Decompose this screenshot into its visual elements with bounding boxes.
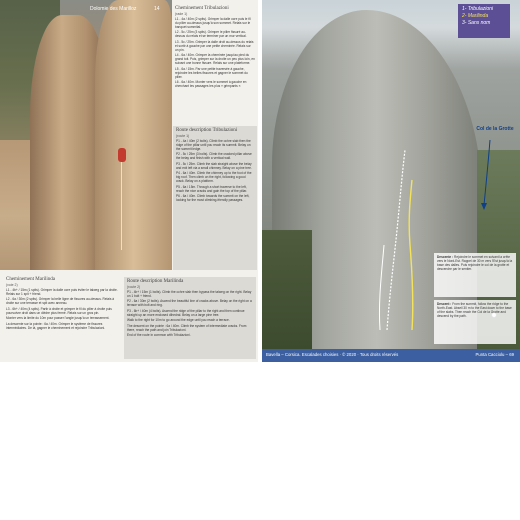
pitch-text: The descent on the pointe : 6a / 40m. Climb the system of intermediate cracks. From there, reach the path and join Tribulazioni. [127,323,247,332]
pitch-text: P3 - 6b+ / 40m (4 bolts). Ascend the ridge of the pillar to the right and then continue straight up an more enclosed dihedral. Belay on a large pine tree. [127,308,245,317]
left-page [0,0,258,362]
section-subtitle: (rade 1) [175,11,188,16]
pitch-text: L1 - 4a / 40m (2 spits). Grimper la dalle ocre puis le fil du pilier au-dessus jusqu'à son sommet. Relais sur le banquet sommital. [175,16,251,29]
left-page-number: 14 [154,6,160,12]
section-title: Cheminement Marilinda [6,277,56,282]
footer-page-ref: Punta Cacciolu – 69 [475,352,514,357]
route-lines [262,0,520,350]
pitch-text: P1 - 4b+ / 15m (1 bolts). Climb the ochre slab then bypass the talweg on the right. Belay on 1 bolt + friend. [127,289,252,298]
climber-photo [0,0,172,270]
descent-fr-box [434,253,516,297]
pitch-text: L5 - 6a / 15m. Par une petite traversée à gauche, rejoindre les belles fissures et gagner le sommet du pilier. [175,66,248,79]
col-arrow [484,140,490,205]
climber-figure [118,148,126,162]
pitch-text: L2 - 6a / 30m (2 spits). Grimper la belle ligne de fissures au-dessus. Relais à droite sur une terrasse et spit avec anneau. [6,297,115,305]
pitch-text: Walk to the right for 10m to go around the edge until you reach a terrace. [127,318,230,322]
route-line-marilinda [409,180,413,330]
descent-text: From the summit, follow the ridge to the North-East. Abseil 30 m to the East down to the base of the slabs. Then reach the Col de la Grotte and descend by the path. [437,302,512,318]
descent-title: Descente : [437,255,454,259]
col-label: Col de la Grotte [476,126,514,132]
descent-text: Rejoindre le sommet en suivant la crête vers le Nord-Est. Rappel de 30 m vers l'Est jusqu'à la base des dalles. Puis rejoindre le col de la grotte et descendre par le sentier. [437,255,513,271]
pitch-text: La descente sur la pointe : 6a / 40m. Grimper le système de fissures intermédiaires. De là, gagner le cheminement et rejoindre Tribulazioni. [6,321,106,330]
pitch-text: L3 - 6b+ / 40m (4 spits). Partir à droite et grimper le fil du pilier à droite puis poursuivre droit dans un dièdre plus fermé. Relais sur un gros pin. [6,306,112,315]
pitch-text: P2 - 6a / 30m (2 bolts). Ascend the beautiful line of cracks above. Belay on the right on a terrace with bolt and ring. [127,299,252,307]
section-tribulazioni-fr [175,6,255,90]
pitch-text: L3 - 5c / 25m. Grimper la dalle droit au-dessus du relais et sortir à gauche par une petite cheminée. Relais sur un pin. [175,39,254,52]
pitch-text: P5 - 6a / 15m. Through a short traverse to the left, reach the nice cracks and gain the top of the pillar. [176,184,248,193]
pitch-text: Monter vers la limite du 10m pour passer l'angle jusqu'à un terrassement. [6,316,110,320]
rope-line [121,160,122,250]
legend-item-2: 2- Marilinda [462,13,489,19]
route-line-tribulazioni [387,150,405,330]
page-footer [262,349,520,362]
section-marilinda-en [124,277,256,359]
pitch-text: L2 - 5c / 25m (3 spits). Grimper le pilier fissuré au-dessus du relais et se terminer par un mur vertical. [175,30,247,38]
pitch-text: End of the route in common with Tribulazioni. [127,333,191,337]
right-page [262,0,520,362]
section-tribulazioni-en [173,126,257,270]
cliff-photo [262,0,520,350]
footer-credit: Bavella – Corsica. Escalades choisies · © 2020 · Tous droits réservés [266,352,399,357]
descent-title: Descent : [437,302,452,306]
descent-en-box [434,300,516,344]
running-header: Dolomie des Marilloz [90,6,137,12]
pitch-text: L4 - 6a / 40m. Grimper la cheminée jusqu'au pied du grand toit. Puis, grimper sur la droite un peu plus loin, en suivant une bonne fissure. Relais sur une plateforme. [175,53,255,65]
pitch-text: L1 - 4b+ / 15m (1 spits). Grimper la dalle ocre puis éviter le talweg par la droite. Relais sur 1 spit + friend. [6,287,118,296]
legend-item-1: 1- Tribulazioni [462,6,494,12]
pitch-text: L6 - 6a / 40m. Monter vers le sommet à gauche en cherchant les passages les plus « grimpants ». [175,80,247,88]
route-line-sans-nom [379,245,384,330]
section-subtitle: (route 1) [176,133,190,138]
pitch-text: P4 - 6a / 40m. Climb the chimney up to the foot of the big roof. Then climb on the right, following a good crack. Belay on a platform. [176,171,252,183]
section-title: Route description Marilinda [127,279,184,284]
route-legend [458,4,510,38]
pitch-text: P3 - 5c / 25m. Climb the slab straight above the belay and exit left via a small chimney. Belay on a pine tree. [176,161,252,170]
legend-item-3: 3- Sans nom [462,20,491,26]
section-subtitle: (route 2) [127,284,141,289]
section-title: Route description Tribulazioni [176,128,238,133]
pitch-text: P2 - 5c / 25m (3 bolts). Climb the cracked pillar above the belay and finish with a vertical wall. [176,152,252,160]
section-title: Cheminement Tribulazioni [175,6,229,11]
pitch-text: P1 - 4a / 40m (2 bolts). Climb the ochre slab then the ridge of the pillar until you reach its summit. Belay on the summit ledge. [176,138,251,151]
section-marilinda-fr [6,277,118,331]
pitch-text: P6 - 6a / 40m. Climb towards the summit on the left, looking for the most climbing-friendly passages. [176,194,250,202]
section-subtitle: (voie 2) [6,282,18,287]
